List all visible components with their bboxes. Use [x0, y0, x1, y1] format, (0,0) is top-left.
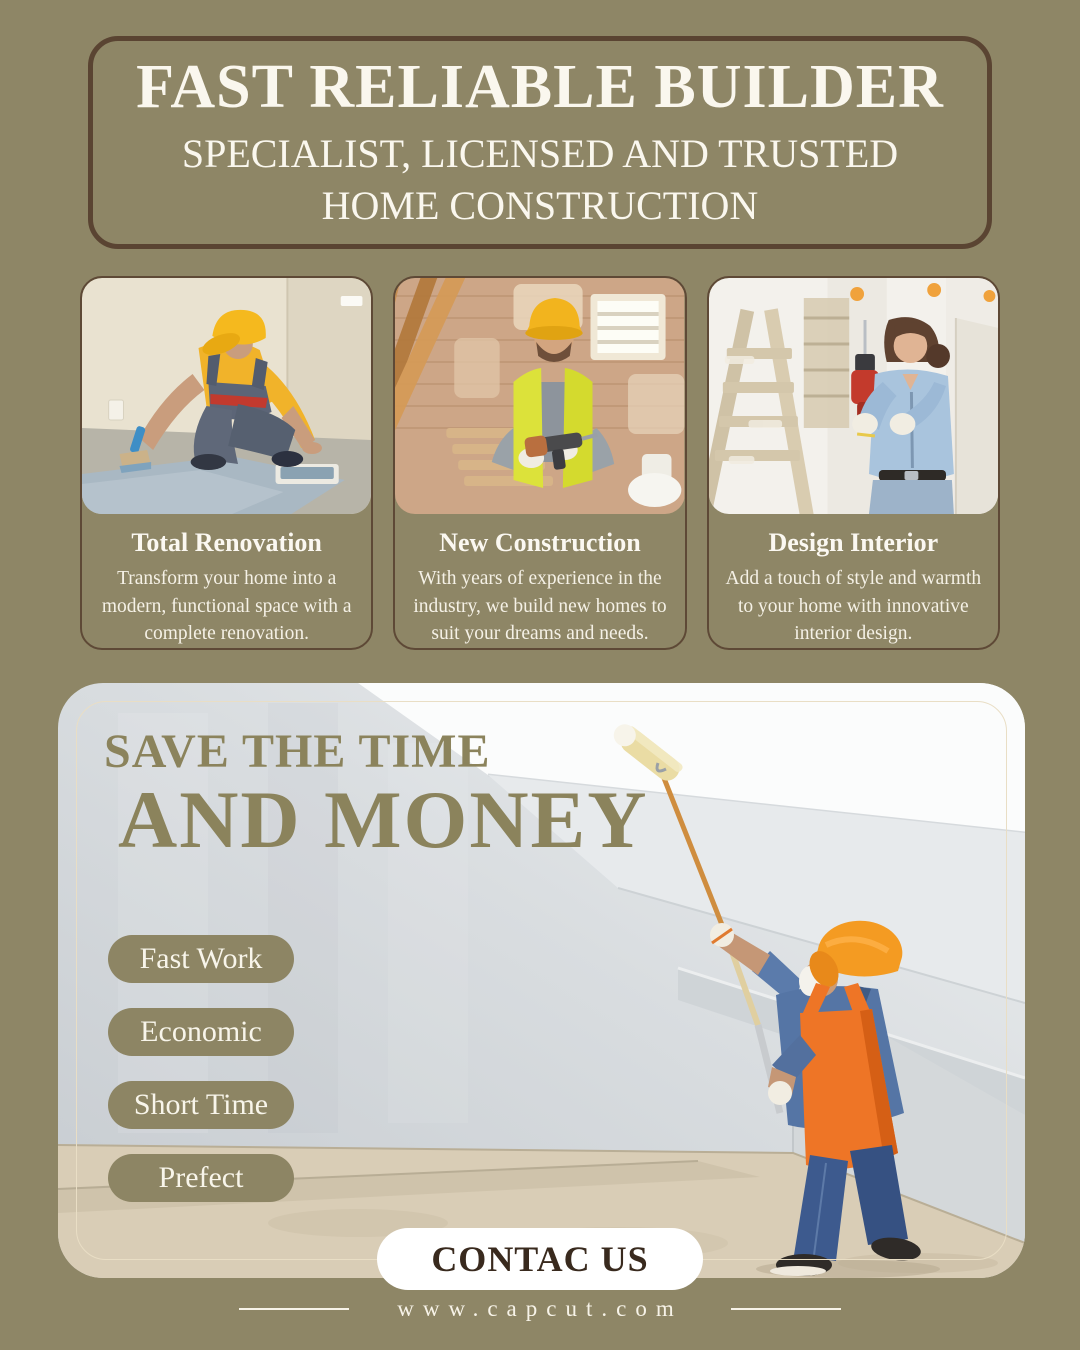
promo-headline-line1: SAVE THE TIME — [104, 725, 491, 778]
benefit-pills — [108, 935, 294, 1202]
header-subtitle — [182, 128, 898, 230]
promo-headline — [104, 725, 649, 866]
pill-fast-work: Fast Work — [108, 935, 294, 983]
builder-holding-drill-illustration — [395, 278, 684, 514]
footer-left-rule — [239, 1308, 349, 1310]
footer-right-rule — [731, 1308, 841, 1310]
construction-photo — [395, 278, 684, 514]
header-subtitle-line2: HOME CONSTRUCTION — [321, 182, 759, 228]
service-card-total-renovation — [80, 276, 373, 650]
renovation-photo — [82, 278, 371, 514]
pill-economic: Economic — [108, 1008, 294, 1056]
card-title: New Construction — [439, 528, 641, 557]
footer — [0, 1296, 1080, 1322]
promo-headline-line2: AND MONEY — [118, 774, 649, 866]
card-description: Add a touch of style and warmth to your home with innovative interior design. — [725, 568, 982, 645]
page-title: FAST RELIABLE BUILDER — [136, 53, 944, 122]
promo-section — [58, 683, 1025, 1278]
card-description: Transform your home into a modern, functional space with a complete renovation. — [101, 568, 352, 645]
service-cards — [80, 276, 1000, 650]
service-card-new-construction — [393, 276, 686, 650]
worker-painting-floor-illustration — [82, 278, 371, 514]
card-title: Total Renovation — [131, 528, 322, 557]
card-description: With years of experience in the industry, we build new homes to suit your dreams and needs. — [413, 568, 667, 645]
woman-holding-drill-illustration — [709, 278, 998, 514]
header-box — [88, 36, 992, 249]
website-url: www.capcut.com — [397, 1296, 683, 1321]
header-subtitle-line1: SPECIALIST, LICENSED AND TRUSTED — [181, 131, 899, 177]
card-title: Design Interior — [768, 528, 939, 557]
interior-photo — [709, 278, 998, 514]
contact-us-button[interactable]: CONTAC US — [377, 1228, 703, 1290]
pill-prefect: Prefect — [108, 1154, 294, 1202]
service-card-design-interior — [707, 276, 1000, 650]
pill-short-time: Short Time — [108, 1081, 294, 1129]
